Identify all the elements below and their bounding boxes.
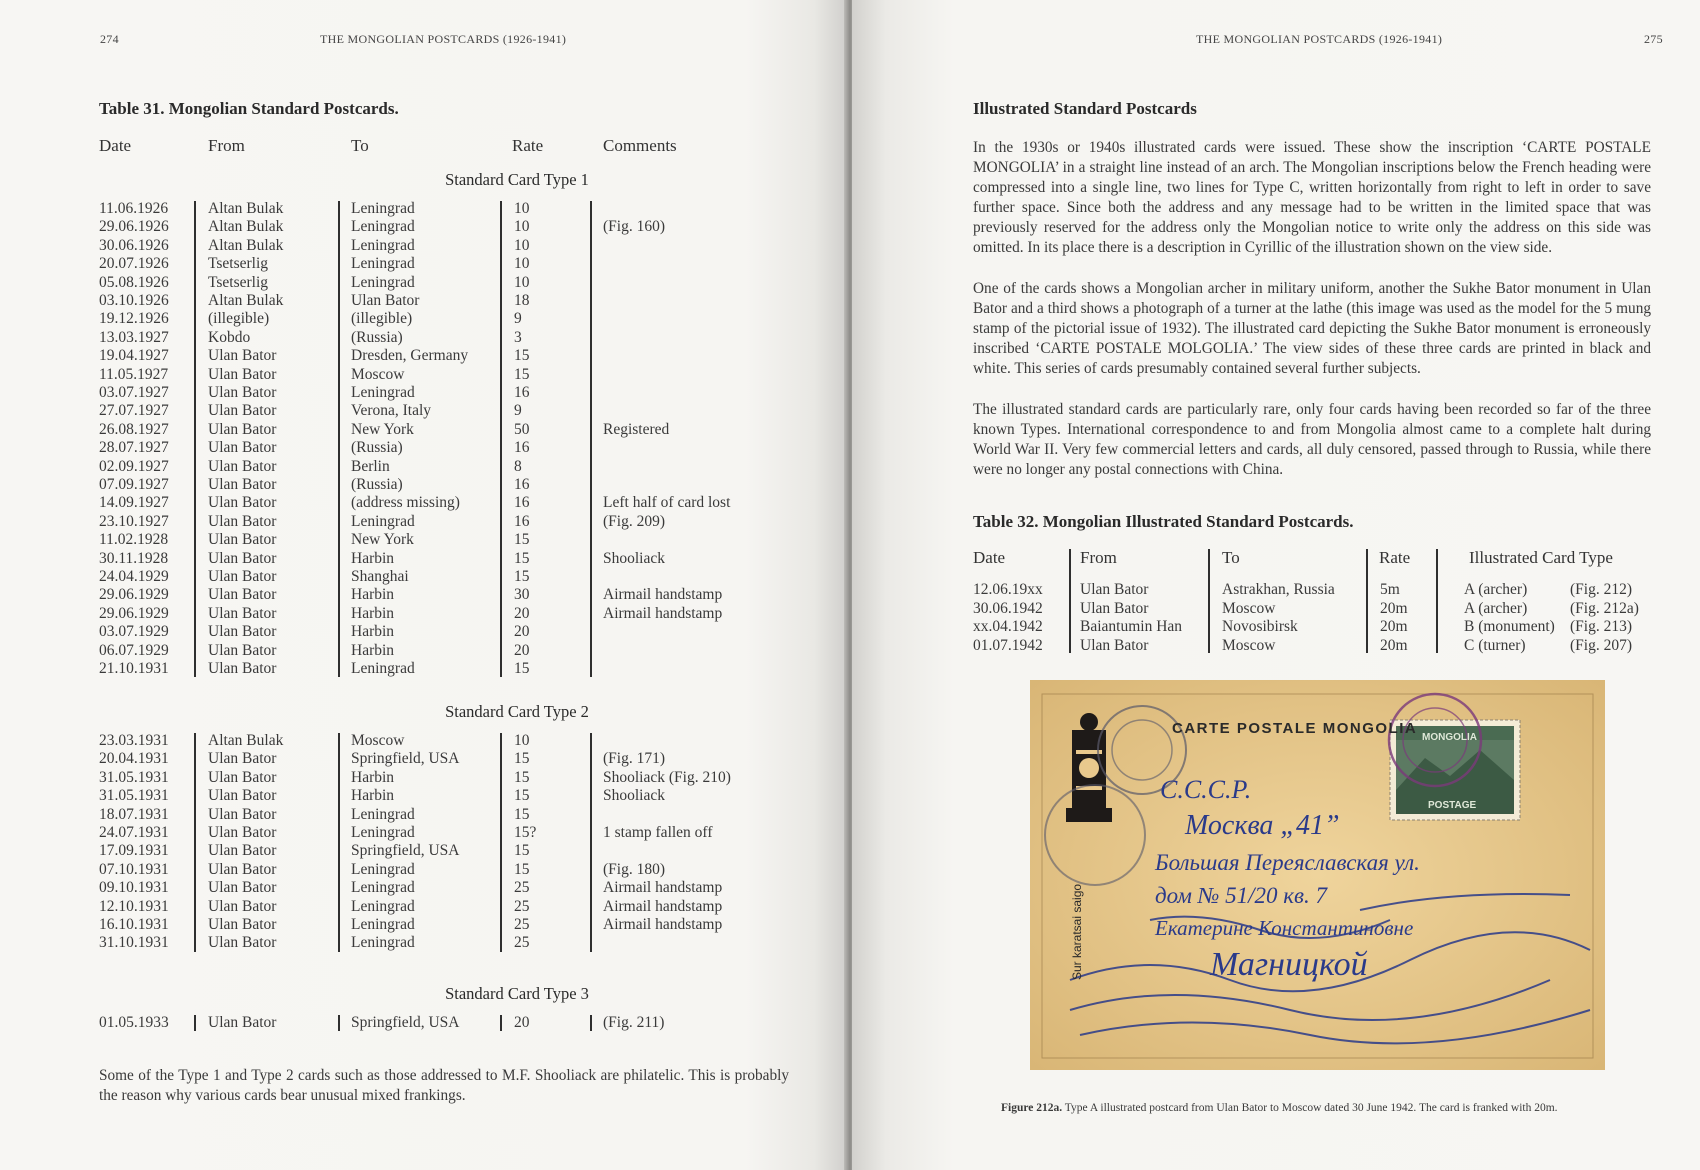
cell-rate: 10 — [514, 200, 530, 217]
cell-date: 12.10.1931 — [99, 897, 169, 915]
cell-to: Leningrad — [351, 200, 415, 217]
cell-from: Ulan Bator — [208, 824, 277, 841]
table-row — [0, 550, 848, 568]
paragraph-3: The illustrated standard cards are particularly rare, only four cards having been recorded so far of the three known Types. International correspondence to and from Mongolia almost came to a complete halt during World War II. Very few commercial letters and cards, all duly censored, passed through to Russia, while there were no longer any postal connections with China. — [973, 401, 1651, 478]
cell-date: 28.07.1927 — [99, 439, 169, 457]
cell-from: Ulan Bator — [208, 512, 277, 530]
cell-rate: 15 — [514, 531, 530, 549]
cell-from: Ulan Bator — [208, 604, 277, 622]
cell-to: New York — [351, 531, 414, 549]
table-row — [0, 898, 848, 916]
cell-to: Leningrad — [351, 512, 415, 530]
table-row — [852, 618, 1700, 637]
table-row — [852, 637, 1700, 656]
table-row — [0, 769, 848, 787]
table-row — [0, 842, 848, 860]
cell-date: 17.09.1931 — [99, 842, 169, 860]
cell-card-type: B (monument) — [1464, 618, 1555, 635]
cell-date: 21.10.1931 — [99, 660, 169, 677]
cell-to: Leningrad — [351, 897, 415, 915]
cell-from: Ulan Bator — [1080, 636, 1149, 654]
column-rule — [1436, 549, 1438, 653]
section-title: Standard Card Type 3 — [445, 984, 589, 1003]
cell-to: Astrakhan, Russia — [1222, 581, 1335, 598]
cell-to: Leningrad — [351, 236, 415, 254]
cell-from: Ulan Bator — [208, 660, 277, 677]
cell-to: (Russia) — [351, 328, 403, 346]
column-rule — [338, 201, 340, 677]
cell-rate: 10 — [514, 273, 530, 291]
cell-to: Moscow — [1222, 636, 1276, 654]
cell-rate: 15 — [514, 805, 530, 823]
cell-date: 23.10.1927 — [99, 512, 169, 530]
cell-rate: 16 — [514, 494, 530, 512]
cell-to: Harbin — [351, 604, 395, 622]
cell-date: 06.07.1929 — [99, 641, 169, 659]
table-row — [0, 623, 848, 641]
col-header-date: Date — [99, 136, 132, 155]
cell-card-type: A (archer) — [1464, 581, 1528, 598]
figure-caption-text: Type A illustrated postcard from Ulan Bator to Moscow dated 30 June 1942. The card is franked with 20m. — [1064, 1102, 1558, 1114]
table-row — [0, 879, 848, 897]
col-header-from: From — [208, 136, 245, 155]
table-row — [0, 732, 848, 750]
cell-date: 29.06.1926 — [99, 218, 169, 236]
cell-to: Leningrad — [351, 255, 415, 273]
cell-comment: (Fig. 180) — [603, 860, 665, 878]
cell-from: Ulan Bator — [208, 1014, 277, 1031]
table-row — [852, 600, 1700, 619]
table-row — [0, 861, 848, 879]
cell-from: Ulan Bator — [208, 568, 277, 585]
cell-rate: 16 — [514, 439, 530, 457]
cell-from: Ulan Bator — [208, 787, 277, 805]
col-header-rate: Rate — [1379, 548, 1411, 567]
cell-rate: 25 — [514, 934, 530, 952]
cell-date: 30.06.1926 — [99, 236, 169, 254]
cell-date: 11.02.1928 — [99, 531, 169, 549]
cell-from: Ulan Bator — [208, 897, 277, 915]
cell-rate: 25 — [514, 916, 530, 933]
cell-figure: (Fig. 212) — [1570, 581, 1632, 598]
col-header-date: Date — [973, 548, 1006, 567]
table-caption: Table 31. Mongolian Standard Postcards. — [99, 99, 399, 118]
cell-from: Ulan Bator — [208, 494, 277, 512]
cell-rate: 20m — [1380, 618, 1408, 635]
cell-to: (Russia) — [351, 439, 403, 457]
cell-date: 02.09.1927 — [99, 457, 169, 475]
cell-date: 05.08.1926 — [99, 273, 169, 291]
column-rule — [500, 201, 502, 677]
cell-to: Leningrad — [351, 934, 415, 952]
cell-from: Ulan Bator — [208, 439, 277, 457]
table-row — [0, 642, 848, 660]
cell-rate: 10 — [514, 732, 530, 749]
cell-from: Kobdo — [208, 328, 251, 346]
cell-rate: 15 — [514, 768, 530, 786]
table-row — [0, 586, 848, 604]
cell-comment: Airmail handstamp — [603, 604, 723, 622]
cell-from: Ulan Bator — [208, 402, 277, 420]
table-row — [0, 274, 848, 292]
cell-date: xx.04.1942 — [973, 618, 1043, 635]
address-line-4: дом № 51/20 кв. 7 — [1155, 883, 1328, 908]
cell-to: Leningrad — [351, 916, 415, 933]
cell-from: Ulan Bator — [208, 916, 277, 933]
running-head: THE MONGOLIAN POSTCARDS (1926-1941) — [320, 32, 567, 46]
cell-date: 19.12.1926 — [99, 310, 169, 328]
page-number: 274 — [100, 32, 119, 46]
table-row — [0, 787, 848, 805]
cell-rate: 3 — [514, 328, 522, 346]
table-row — [0, 366, 848, 384]
column-rule — [500, 1015, 502, 1031]
cell-rate: 16 — [514, 384, 530, 401]
table-row — [0, 750, 848, 768]
cell-rate: 20 — [514, 623, 530, 641]
cell-rate: 15 — [514, 842, 530, 860]
address-line-1: С.С.С.Р. — [1160, 775, 1252, 804]
cell-date: 09.10.1931 — [99, 879, 169, 897]
cell-date: 20.07.1926 — [99, 255, 169, 273]
cell-date: 27.07.1927 — [99, 402, 169, 420]
cell-comment: Airmail handstamp — [603, 897, 723, 915]
table-row — [0, 568, 848, 586]
table-row — [0, 476, 848, 494]
cell-comment: Shooliack — [603, 549, 665, 567]
cell-date: 29.06.1929 — [99, 586, 169, 604]
cell-to: Springfield, USA — [351, 750, 460, 768]
cell-date: 03.10.1926 — [99, 292, 169, 309]
column-rule — [500, 733, 502, 952]
cell-from: Ulan Bator — [208, 476, 277, 493]
column-rule — [338, 733, 340, 952]
running-head: THE MONGOLIAN POSTCARDS (1926-1941) — [1196, 32, 1443, 46]
cell-date: 31.05.1931 — [99, 768, 169, 786]
col-header-comments: Comments — [603, 136, 677, 155]
cell-to: New York — [351, 420, 414, 438]
cell-rate: 20 — [514, 1014, 530, 1031]
column-rule — [194, 201, 196, 677]
cell-date: 18.07.1931 — [99, 805, 169, 823]
cell-to: Moscow — [351, 732, 405, 749]
cell-to: (illegible) — [351, 310, 413, 328]
table-row — [0, 494, 848, 512]
cell-to: Dresden, Germany — [351, 347, 469, 365]
cell-date: 16.10.1931 — [99, 916, 169, 933]
cell-rate: 15 — [514, 568, 530, 585]
column-rule — [194, 1015, 196, 1031]
cell-rate: 15 — [514, 750, 530, 768]
stamp-label-bottom: POSTAGE — [1428, 800, 1477, 811]
cell-date: 07.10.1931 — [99, 860, 169, 878]
cell-to: (Russia) — [351, 476, 403, 493]
cell-date: 01.07.1942 — [973, 636, 1043, 654]
cell-card-type: C (turner) — [1464, 636, 1526, 654]
cell-date: 13.03.1927 — [99, 328, 169, 346]
cell-figure: (Fig. 212a) — [1570, 599, 1639, 617]
table-row — [0, 531, 848, 549]
section-title: Standard Card Type 1 — [445, 170, 589, 189]
table-row — [0, 458, 848, 476]
address-line-3: Большая Переяславская ул. — [1155, 850, 1420, 875]
cell-rate: 10 — [514, 236, 530, 254]
figure-caption-label: Figure 212a. — [1001, 1102, 1063, 1114]
cell-from: Ulan Bator — [208, 531, 277, 549]
table-row — [0, 310, 848, 328]
cell-from: Ulan Bator — [208, 623, 277, 641]
page-number: 275 — [1644, 32, 1663, 46]
cell-comment: Shooliack — [603, 787, 665, 805]
col-header-to: To — [1222, 548, 1240, 567]
figure-caption — [1001, 1102, 1558, 1114]
paragraph-2: One of the cards shows a Mongolian archer in military uniform, another the Sukhe Bator monument in Ulan Bator and a third shows a photograph of a turner at the lathe (this image was used as the model for the 5 mung stamp of the pictorial issue of 1932). The illustrated card depicting the Sukhe Bator monument is erroneously inscribed ‘CARTE POSTALE MOLGOLIA.’ The view sides of these three cards are printed in black and white. This series of cards presumably contained several further subjects. — [973, 280, 1651, 377]
footer-paragraph: Some of the Type 1 and Type 2 cards such as those addressed to M.F. Shooliack are philatelic. This is probably the reason why various cards bear unusual mixed frankings. — [99, 1067, 789, 1104]
cell-from: Ulan Bator — [208, 586, 277, 604]
cell-from: Ulan Bator — [1080, 599, 1149, 617]
column-rule — [590, 1015, 592, 1031]
cell-comment: Shooliack (Fig. 210) — [603, 768, 731, 786]
left-page — [0, 0, 848, 1170]
cell-from: Ulan Bator — [208, 420, 277, 438]
cell-comment: Registered — [603, 420, 670, 438]
cell-to: Leningrad — [351, 805, 415, 823]
cell-comment: (Fig. 171) — [603, 750, 665, 768]
section-title: Standard Card Type 2 — [445, 702, 589, 721]
cell-to: Leningrad — [351, 218, 415, 236]
cell-date: 19.04.1927 — [99, 347, 169, 365]
cell-rate: 15? — [514, 824, 537, 841]
table-caption: Table 32. Mongolian Illustrated Standard Postcards. — [973, 512, 1354, 531]
table-row — [0, 402, 848, 420]
cell-rate: 30 — [514, 586, 530, 604]
cell-date: 24.07.1931 — [99, 824, 169, 841]
cell-from: Ulan Bator — [208, 805, 277, 823]
paragraph-1: In the 1930s or 1940s illustrated cards were issued. These show the inscription ‘CARTE POSTALE MONGOLIA’ in a straight line instead of an arch. The Mongolian inscriptions below the French heading were compressed into a single line, two lines for Type C, written horizontally from right to left in order to save further space. Since both the address and any message had to be written in the limited space that was previously reserved for the address only the Mongolian notice to write only the address on this side was omitted. In its place there is a description in Cyrillic of the illustration shown on the view side. — [973, 139, 1651, 256]
cell-comment: Airmail handstamp — [603, 916, 723, 933]
column-rule — [338, 1015, 340, 1031]
cell-date: 20.04.1931 — [99, 750, 169, 768]
section-title: Illustrated Standard Postcards — [973, 99, 1197, 118]
cell-rate: 50 — [514, 420, 530, 438]
cell-date: 23.03.1931 — [99, 732, 169, 749]
cell-to: Harbin — [351, 641, 395, 659]
cell-to: Ulan Bator — [351, 292, 420, 309]
cell-from: Ulan Bator — [208, 347, 277, 365]
table-row — [0, 605, 848, 623]
cell-to: Harbin — [351, 623, 395, 641]
cell-date: 24.04.1929 — [99, 568, 169, 585]
cell-date: 31.10.1931 — [99, 934, 169, 952]
postcard-heading: CARTE POSTALE MONGOLIA — [1172, 720, 1418, 737]
cell-to: Leningrad — [351, 273, 415, 291]
cell-rate: 15 — [514, 347, 530, 365]
cell-rate: 16 — [514, 476, 530, 493]
cell-from: Baiantumin Han — [1080, 618, 1183, 635]
cell-from: Ulan Bator — [208, 457, 277, 475]
cell-rate: 15 — [514, 660, 530, 677]
cell-rate: 25 — [514, 879, 530, 897]
cell-rate: 9 — [514, 310, 522, 328]
table-row — [0, 218, 848, 236]
cell-to: Shanghai — [351, 568, 409, 585]
column-rule — [590, 201, 592, 677]
table-row — [852, 581, 1700, 600]
cell-to: Harbin — [351, 768, 395, 786]
col-header-rate: Rate — [512, 136, 544, 155]
cell-date: 03.07.1929 — [99, 623, 169, 641]
cell-to: (address missing) — [351, 494, 460, 512]
cell-to: Harbin — [351, 549, 395, 567]
cell-rate: 15 — [514, 549, 530, 567]
cell-rate: 5m — [1380, 581, 1400, 598]
column-rule — [1208, 549, 1210, 653]
col-header-card-type: Illustrated Card Type — [1469, 548, 1613, 567]
col-header-to: To — [351, 136, 369, 155]
cell-rate: 20m — [1380, 636, 1408, 654]
cell-to: Novosibirsk — [1222, 618, 1298, 635]
right-page — [852, 0, 1700, 1170]
cell-to: Leningrad — [351, 824, 415, 841]
table-row — [0, 200, 848, 218]
cell-date: 12.06.19xx — [973, 581, 1043, 598]
cell-date: 30.06.1942 — [973, 599, 1043, 617]
cell-figure: (Fig. 213) — [1570, 618, 1632, 635]
cell-date: 01.05.1933 — [99, 1014, 169, 1031]
cell-date: 07.09.1927 — [99, 476, 169, 493]
cell-from: Altan Bulak — [208, 732, 284, 749]
cell-from: Tsetserlig — [208, 273, 269, 291]
cell-rate: 15 — [514, 365, 530, 383]
cell-to: Harbin — [351, 787, 395, 805]
col-header-from: From — [1080, 548, 1117, 567]
column-rule — [590, 733, 592, 952]
cell-from: Ulan Bator — [208, 879, 277, 897]
cell-to: Leningrad — [351, 879, 415, 897]
cell-to: Springfield, USA — [351, 1014, 460, 1031]
cell-from: Tsetserlig — [208, 255, 269, 273]
cell-rate: 15 — [514, 787, 530, 805]
cell-to: Berlin — [351, 457, 390, 475]
table-row — [0, 660, 848, 678]
cell-rate: 10 — [514, 218, 530, 236]
postcard-side-text: Sur karatsai saigo — [1070, 883, 1084, 980]
cell-rate: 9 — [514, 402, 522, 420]
cell-from: Ulan Bator — [208, 768, 277, 786]
cell-comment: (Fig. 160) — [603, 218, 665, 236]
address-line-2: Москва „41” — [1185, 810, 1340, 841]
cell-rate: 20m — [1380, 599, 1408, 617]
table-row — [0, 824, 848, 842]
cell-from: Altan Bulak — [208, 200, 284, 217]
cell-to: Leningrad — [351, 660, 415, 677]
cell-date: 29.06.1929 — [99, 604, 169, 622]
cell-rate: 25 — [514, 897, 530, 915]
cell-to: Leningrad — [351, 384, 415, 401]
address-line-6: Магницкой — [1210, 946, 1368, 983]
table-row — [0, 439, 848, 457]
cell-date: 31.05.1931 — [99, 787, 169, 805]
cell-to: Moscow — [351, 365, 405, 383]
cell-from: (illegible) — [208, 310, 270, 328]
postcard-image — [1030, 680, 1605, 1070]
table-row — [0, 329, 848, 347]
cell-from: Ulan Bator — [208, 365, 277, 383]
cell-from: Altan Bulak — [208, 292, 284, 309]
cell-date: 03.07.1927 — [99, 384, 169, 401]
table-row — [0, 237, 848, 255]
table-row — [0, 513, 848, 531]
column-rule — [194, 733, 196, 952]
cell-date: 11.05.1927 — [99, 365, 169, 383]
cell-to: Leningrad — [351, 860, 415, 878]
cell-comment: (Fig. 209) — [603, 512, 665, 530]
address-line-5: Екатерине Константиновне — [1155, 916, 1414, 940]
cell-figure: (Fig. 207) — [1570, 636, 1632, 654]
cell-card-type: A (archer) — [1464, 599, 1528, 617]
cell-from: Altan Bulak — [208, 218, 284, 236]
cell-from: Ulan Bator — [208, 549, 277, 567]
cell-to: Springfield, USA — [351, 842, 460, 860]
cell-from: Ulan Bator — [208, 860, 277, 878]
table-row — [0, 916, 848, 934]
cell-from: Ulan Bator — [208, 384, 277, 401]
cell-rate: 20 — [514, 641, 530, 659]
table-row — [0, 292, 848, 310]
table-row — [0, 1014, 848, 1032]
table-row — [0, 421, 848, 439]
cell-comment: 1 stamp fallen off — [603, 824, 713, 841]
cell-from: Ulan Bator — [1080, 581, 1149, 598]
table-row — [0, 384, 848, 402]
cell-to: Moscow — [1222, 599, 1276, 617]
cell-comment: Airmail handstamp — [603, 879, 723, 897]
cell-from: Ulan Bator — [208, 750, 277, 768]
cell-rate: 18 — [514, 292, 530, 309]
cell-comment: (Fig. 211) — [603, 1014, 665, 1031]
cell-from: Ulan Bator — [208, 842, 277, 860]
cell-rate: 8 — [514, 457, 522, 475]
table-row — [0, 255, 848, 273]
table-row — [0, 806, 848, 824]
cell-date: 30.11.1928 — [99, 549, 169, 567]
cell-comment: Left half of card lost — [603, 494, 731, 512]
cell-comment: Airmail handstamp — [603, 586, 723, 604]
column-rule — [1069, 549, 1071, 653]
table-row — [0, 934, 848, 952]
cell-rate: 16 — [514, 512, 530, 530]
stamp-label-top: MONGOLIA — [1422, 732, 1477, 743]
cell-rate: 20 — [514, 604, 530, 622]
cell-from: Ulan Bator — [208, 641, 277, 659]
cell-rate: 15 — [514, 860, 530, 878]
cell-date: 11.06.1926 — [99, 200, 169, 217]
table-row — [0, 347, 848, 365]
cell-from: Ulan Bator — [208, 934, 277, 952]
cell-date: 14.09.1927 — [99, 494, 169, 512]
column-rule — [1366, 549, 1368, 653]
cell-rate: 10 — [514, 255, 530, 273]
cell-from: Altan Bulak — [208, 236, 284, 254]
cell-date: 26.08.1927 — [99, 420, 169, 438]
cell-to: Verona, Italy — [351, 402, 432, 420]
cell-to: Harbin — [351, 586, 395, 604]
